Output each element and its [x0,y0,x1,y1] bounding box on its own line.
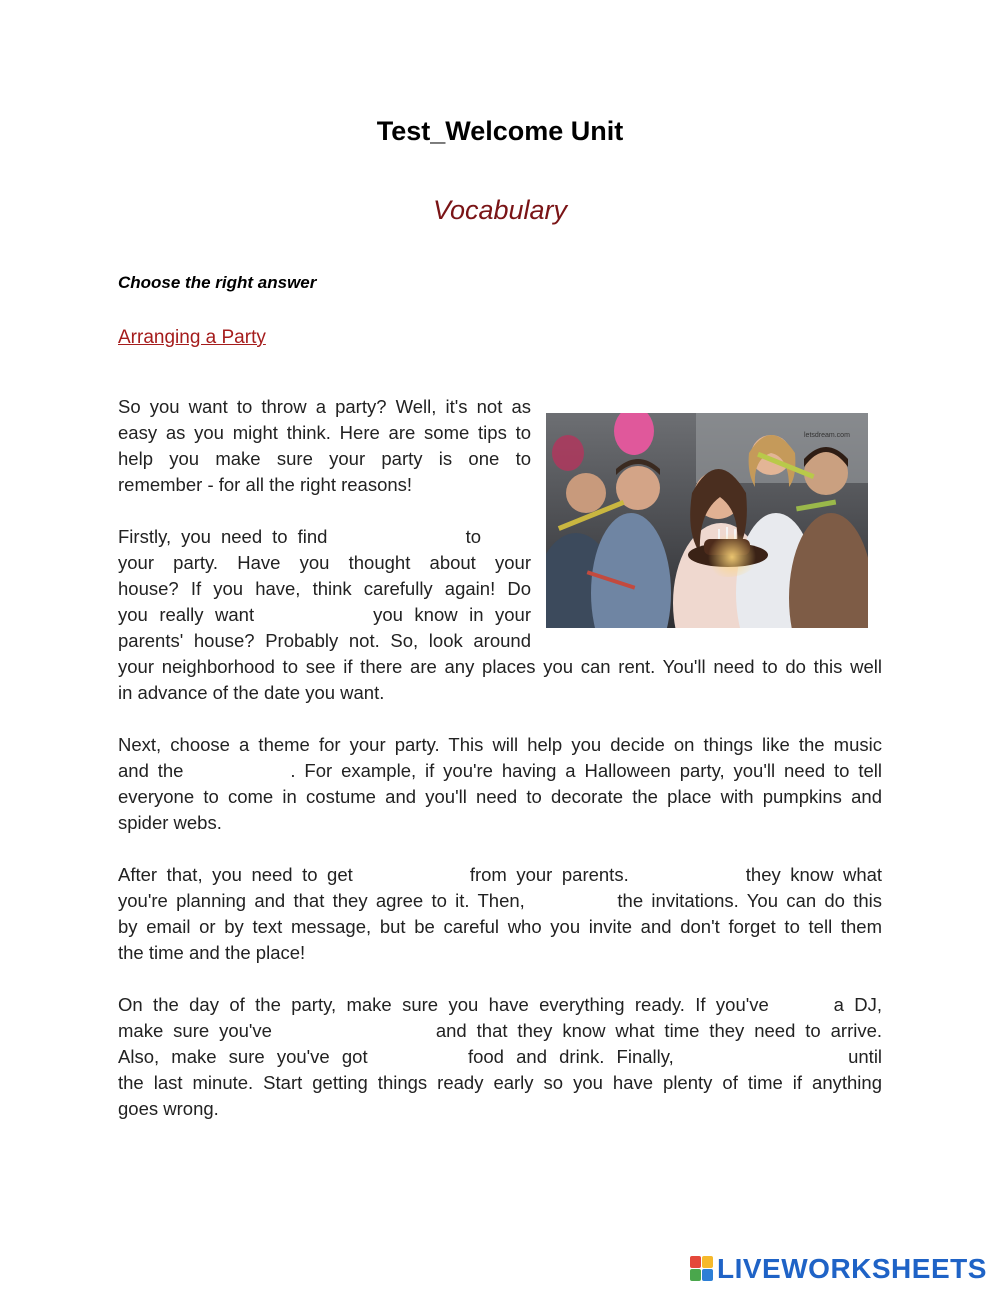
text-line: remember - for all the right reasons! [118,474,413,495]
answer-blank[interactable] [491,527,531,549]
text-line: parents' house? Probably not. So, look around [118,630,531,651]
text-segment: they know what [745,864,883,885]
text-line: easy as you might think. Here are some tips to [118,422,531,443]
text-segment: the invitations. You can do this [617,890,883,911]
text-segment: Firstly, you need to find [118,526,328,547]
text-segment: a DJ, [833,994,882,1015]
text-segment: and the [118,760,184,781]
answer-blank[interactable] [779,995,823,1017]
text-line: spider webs. [118,812,222,833]
text-line [118,758,882,784]
text-segment: food and drink. Finally, [467,1046,674,1067]
section-link[interactable]: Arranging a Party [118,327,266,348]
text-segment: from your parents. [469,864,629,885]
text-line [118,1044,882,1070]
text-line: the last minute. Start getting things ready early so you have plenty of time if anything [118,1072,882,1093]
text-line: help you make sure your party is one to [118,448,531,469]
text-line [118,602,531,628]
answer-blank[interactable] [282,1021,426,1043]
text-segment: and that they know what time they need to arrive. [435,1020,883,1041]
text-segment: . For example, if you're having a Halloween party, you'll need to tell [290,760,883,781]
answer-blank[interactable] [686,1047,836,1069]
answer-blank[interactable] [192,761,290,783]
text-line: house? If you have, think carefully again! Do [118,578,531,599]
text-segment: you really want [118,604,255,625]
answer-blank[interactable] [533,891,609,913]
text-line: by email or by text message, but be careful who you invite and don't forget to tell them [118,916,882,937]
text-segment: After that, you need to get [118,864,353,885]
text-segment: On the day of the party, make sure you have everything ready. If you've [118,994,769,1015]
photo-watermark: letsdream.com [804,432,850,439]
text-line [118,1018,882,1044]
instruction-text: Choose the right answer [118,273,317,292]
text-line: goes wrong. [118,1098,219,1119]
text-line [118,992,882,1018]
page-title: Test_Welcome Unit [376,116,624,146]
text-line [118,888,882,914]
text-segment: to [465,526,481,547]
text-line: So you want to throw a party? Well, it's not as [118,396,531,417]
text-segment: you're planning and that they agree to it. Then, [118,890,525,911]
text-segment: make sure you've [118,1020,272,1041]
answer-blank[interactable] [362,865,460,887]
logo-text: LIVEWORKSHEETS [717,1253,987,1284]
answer-blank[interactable] [266,605,362,627]
text-line: in advance of the date you want. [118,682,385,703]
text-line [118,524,531,550]
text-segment: until [848,1046,883,1067]
text-line: Next, choose a theme for your party. This will help you decide on things like the music [118,734,882,755]
answer-blank[interactable] [380,1047,456,1069]
answer-blank[interactable] [338,527,456,549]
answer-blank[interactable] [638,865,736,887]
section-subtitle: Vocabulary [432,195,568,225]
text-line: everyone to come in costume and you'll need to decorate the place with pumpkins and [118,786,882,807]
text-segment: you know in your [373,604,531,625]
text-line: your party. Have you thought about your [118,552,531,573]
text-line: your neighborhood to see if there are any places you can rent. You'll need to do this well [118,656,882,677]
text-line: the time and the place! [118,942,306,963]
liveworksheets-logo[interactable] [690,1254,987,1284]
text-line [118,862,882,888]
logo-badge-icon [690,1256,714,1282]
text-segment: Also, make sure you've got [118,1046,368,1067]
party-photo-illustration [546,413,868,628]
party-photo [546,413,868,628]
